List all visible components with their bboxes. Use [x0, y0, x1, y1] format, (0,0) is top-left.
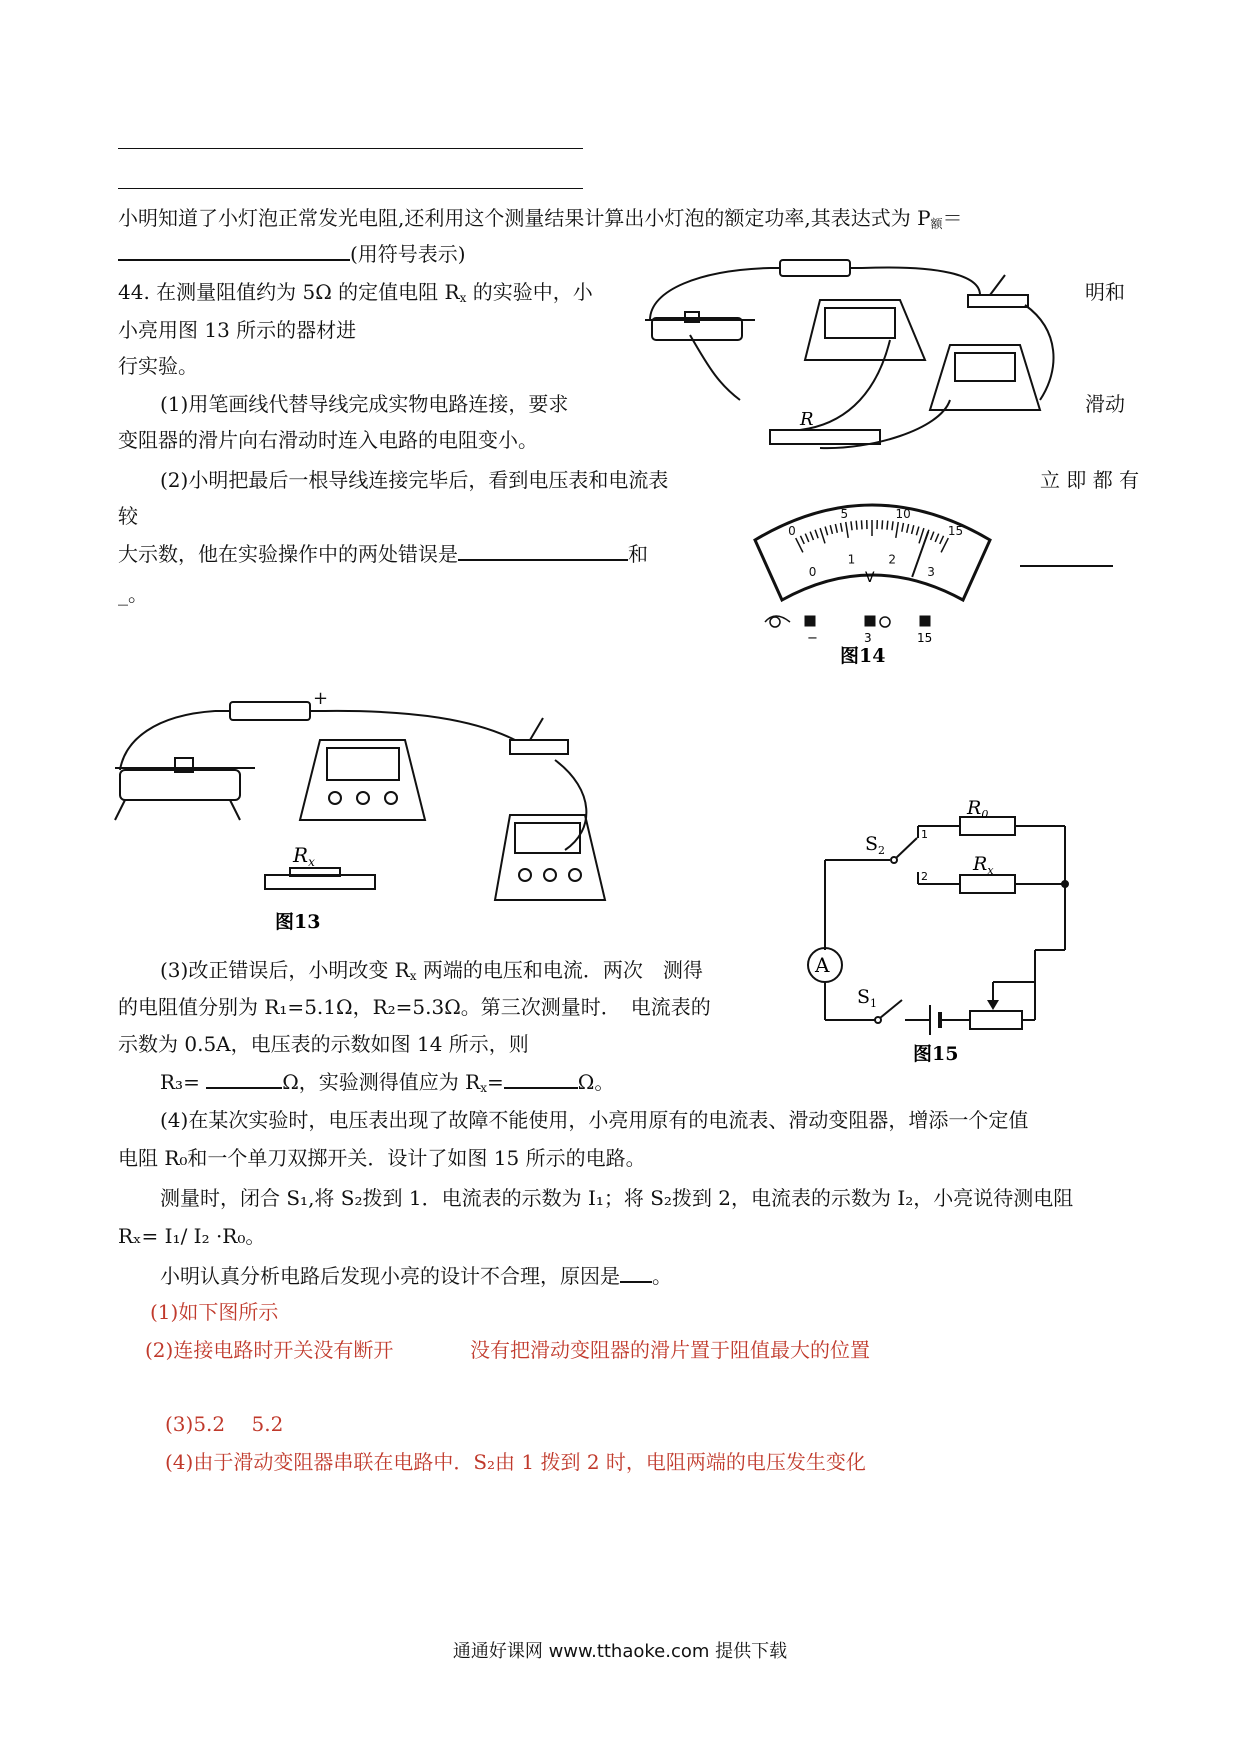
q44-part4-line2: 电阻 R₀和一个单刀双掷开关．设计了如图 15 所示的电路。	[118, 1146, 646, 1170]
dial-tick	[861, 520, 862, 529]
q44-part3-line4	[160, 1068, 614, 1102]
q44-part2-and: 和	[628, 542, 648, 566]
fig15-caption: 图15	[913, 1043, 959, 1065]
rx-result-sub: x	[480, 1081, 487, 1095]
lamp-power-question	[118, 204, 963, 238]
q44-part2-line2: 较	[118, 504, 138, 528]
r0-label: $R_0$	[967, 797, 989, 821]
lamp-power-text: 小明知道了小灯泡正常发光电阻,还利用这个测量结果计算出小灯泡的额定功率,其表达式为 P	[118, 206, 931, 230]
q44-part2-right: 立 即 都 有	[1040, 468, 1140, 492]
answer-2b: 没有把滑动变阻器的滑片置于阻值最大的位置	[470, 1338, 870, 1362]
fig13-caption: 图13	[275, 911, 321, 933]
q44-part4-line4: Rₓ= I₁/ I₂ ·R₀。	[118, 1224, 266, 1248]
error-blank-2	[1020, 565, 1113, 567]
q44-part2-line3	[118, 540, 648, 568]
svg-text:+: +	[313, 688, 329, 709]
answer-1: (1)如下图所示	[150, 1300, 279, 1324]
dial-tick	[907, 524, 909, 533]
r3-label: R₃=	[160, 1070, 200, 1094]
apparatus-figure-top	[640, 250, 1070, 465]
ammeter-label: A	[815, 953, 830, 977]
q44-part4-line1: (4)在某次实验时，电压表出现了故障不能使用，小亮用原有的电流表、滑动变阻器，增添一个定值	[160, 1108, 1029, 1132]
q44-part4-reason: 小明认真分析电路后发现小亮的设计不合理，原因是	[160, 1264, 620, 1288]
q44-part2-text: 大示数，他在实验操作中的两处错误是	[118, 542, 458, 566]
dial-tick	[830, 525, 832, 534]
dial-tick	[887, 521, 888, 530]
dial-tick	[815, 530, 818, 538]
terminal-15: 15	[917, 631, 933, 645]
dial-label-bottom-3: 3	[927, 565, 935, 580]
dial-tick	[835, 524, 837, 533]
dial-label-bottom-0: 0	[808, 565, 817, 580]
contact-1-label: 1	[921, 828, 928, 841]
q44-part3-line1	[160, 956, 703, 990]
dial-tick	[919, 528, 924, 543]
figure-13	[115, 690, 635, 940]
reason-blank	[620, 1281, 652, 1283]
q44-part3-line3: 示数为 0.5A，电压表的示数如图 14 所示，则	[118, 1032, 529, 1056]
terminal-minus: −	[807, 631, 818, 646]
dial-tick	[882, 520, 883, 529]
dial-label-top-3: 15	[947, 523, 964, 538]
dial-tick	[935, 534, 939, 542]
q44-line1-right: 明和	[1085, 280, 1125, 304]
q44-part2-line1: (2)小明把最后一根导线连接完毕后，看到电压表和电流表	[160, 468, 669, 492]
answer-2a: (2)连接电路时开关没有断开	[145, 1338, 394, 1362]
q44-line1-end: 的实验中，小	[466, 280, 593, 304]
rx-result-unit: Ω。	[577, 1070, 615, 1094]
dial-tick	[851, 521, 852, 530]
dial-label-bottom-1: 1	[847, 552, 856, 567]
terminal-3: 3	[864, 631, 872, 645]
rx-label-top: R	[800, 409, 814, 430]
q44-part1-line2: 变阻器的滑片向右滑动时连入电路的电阻变小。	[118, 428, 538, 452]
s2-label: $S_2$	[865, 833, 886, 857]
dial-label-top-1: 5	[840, 507, 849, 522]
lamp-power-eq: ＝	[942, 206, 963, 230]
answer-3: (3)5.2 5.2	[165, 1412, 284, 1436]
error-blank-1	[458, 559, 628, 561]
figure-14	[745, 490, 1000, 665]
q44-part1-line1: (1)用笔画线代替导线完成实物电路连接，要求	[160, 392, 569, 416]
dial-tick	[896, 522, 898, 538]
dial-label-bottom-2: 2	[888, 552, 897, 567]
dial-tick	[902, 523, 904, 532]
rx-blank	[504, 1087, 578, 1089]
q44-part2-line4: _。	[118, 582, 148, 606]
q44-line2: 小亮用图 13 所示的器材进	[118, 318, 357, 342]
q44-line1	[118, 278, 593, 312]
q44-line1-sub: x	[459, 291, 467, 305]
answer-4: (4)由于滑动变阻器串联在电路中．S₂由 1 拨到 2 时，电阻两端的电压发生变化	[165, 1450, 866, 1474]
fig14-caption: 图14	[840, 645, 886, 667]
meter-unit: V	[865, 570, 875, 586]
q44-part4-line5	[160, 1262, 672, 1290]
q44-part3-sub: x	[409, 969, 417, 983]
dial-tick	[820, 528, 825, 543]
dial-label-top-2: 10	[895, 507, 911, 522]
dial-tick	[940, 536, 944, 544]
dial-tick	[931, 532, 934, 540]
dial-tick	[912, 525, 914, 534]
r3-blank	[206, 1087, 282, 1089]
lamp-power-answer-row	[118, 240, 466, 268]
q44-part4-end: 。	[652, 1264, 672, 1288]
q44-part3-line2: 的电阻值分别为 R₁=5.1Ω，R₂=5.3Ω。第三次测量时． 电流表的	[118, 995, 711, 1019]
dial-tick	[856, 521, 857, 530]
figure-15	[795, 797, 1095, 1070]
dial-label-top-0: 0	[788, 523, 796, 538]
answer-line-2	[118, 188, 583, 189]
q44-part1-right: 滑动	[1085, 392, 1125, 416]
fig13-rx-label: $R_x$	[293, 843, 315, 869]
answer-line-1	[118, 148, 583, 149]
lamp-power-blank	[118, 259, 350, 261]
dial-tick	[916, 527, 918, 536]
lamp-power-sub: 额	[930, 217, 943, 231]
rx-result-eq: =	[486, 1070, 504, 1094]
dial-tick	[800, 536, 804, 544]
rx-label: $R_x$	[973, 853, 994, 877]
dial-tick	[825, 527, 827, 536]
q44-part4-line3: 测量时，闭合 S₁,将 S₂拨到 1．电流表的示数为 I₁；将 S₂拨到 2，电流表的示数为 I₂，小亮说待测电阻	[160, 1186, 1074, 1210]
q44-line1-text: 44. 在测量阻值约为 5Ω 的定值电阻 R	[118, 280, 460, 304]
q44-line3: 行实验。	[118, 354, 198, 378]
dial-tick	[810, 532, 813, 540]
footer: 通通好课网 www.tthaoke.com 提供下载	[452, 1641, 788, 1662]
q44-part3-text: (3)改正错误后，小明改变 R	[160, 958, 410, 982]
rx-result-label: Ω，实验测得值应为 R	[282, 1070, 481, 1094]
dial-tick	[841, 523, 843, 532]
lamp-power-note: (用符号表示)	[350, 242, 466, 266]
dial-tick	[846, 522, 848, 538]
q44-part3-end: 两端的电压和电流．两次 测得	[416, 958, 703, 982]
dial-tick	[805, 534, 809, 542]
s1-label: $S_1$	[857, 986, 878, 1010]
contact-2-label: 2	[921, 870, 928, 883]
dial-tick	[892, 521, 893, 530]
